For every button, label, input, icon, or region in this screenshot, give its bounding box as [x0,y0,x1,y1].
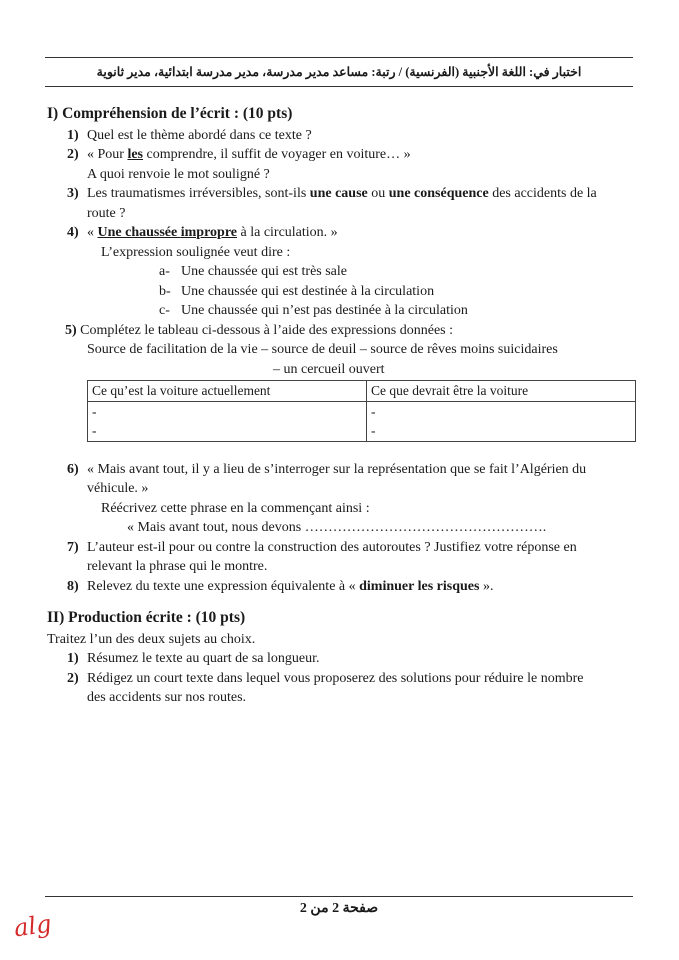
question-number: 3) [67,186,79,201]
quote-start: « [87,225,98,240]
option-text: Une chaussée qui n’est pas destinée à la circulation [181,303,468,318]
section-2-title: II) Production écrite : (10 pts) [47,609,246,626]
question-7-continuation: relevant la phrase qui le montre. [87,559,268,574]
underlined-word: les [127,147,144,162]
question-2-prompt: A quoi renvoie le mot souligné ? [87,166,270,182]
table-row [88,401,636,421]
table-header: Ce qu’est la voiture actuellement [88,381,367,402]
option-letter: a- [159,264,170,279]
option-letter: b- [159,283,171,299]
subject-2-continuation: des accidents sur nos routes. [87,690,247,705]
question-number: 1) [67,651,79,666]
quote-start: « Pour [87,147,128,162]
question-text: « Mais avant tout, il y a lieu de s’interroger sur la représentation que se fait l’Algérien du [87,461,587,477]
option-a [47,262,637,282]
option-b [47,282,637,302]
question-6-rewrite-line: « Mais avant tout, nous devons ……………………………………………. [127,520,547,535]
question-8 [47,577,637,597]
question-number: 1) [67,127,79,143]
question-6-continuation: véhicule. » [87,481,149,496]
underlined-word: impropre [180,225,237,240]
question-text: Les traumatismes irréversibles, sont-ils [87,186,310,201]
option-letter: c- [159,303,170,318]
question-6 [47,460,637,480]
table-header-row [88,381,636,402]
question-4-prompt: L’expression soulignée veut dire : [101,244,291,260]
option-text: Une chaussée qui est destinée à la circulation [181,283,435,299]
question-text: Résumez le texte au quart de sa longueur. [87,651,320,666]
subject-1 [47,649,637,669]
table-cell: - [88,421,367,441]
footer-rule [45,896,633,897]
question-text: L’auteur est-il pour ou contre la construction des autoroutes ? Justifiez votre réponse en [87,539,577,555]
question-text: des accidents de la [488,186,597,201]
question-number: 4) [67,225,79,240]
bold-phrase: Une chaussée [97,225,181,240]
table-cell: - [367,421,636,441]
question-number: 7) [67,539,79,555]
question-text: Relevez du texte une expression équivalente à « [87,578,360,594]
table-row [88,421,636,441]
question-text: ou [367,186,389,201]
question-5 [47,321,637,341]
exam-header-title: اختبار في: اللغة الأجنبية (الفرنسية) / رتبة: مساعد مدير مدرسة، مدير مدرسة ابتدائية، مدير ثانوية [96,65,582,79]
question-number: 8) [67,578,79,594]
section-2-intro: Traitez l’un des deux sujets au choix. [47,631,256,647]
section-1-title: I) Compréhension de l’écrit : (10 pts) [47,105,293,122]
option-text: Une chaussée qui est très sale [181,264,347,279]
table-header: Ce que devrait être la voiture [367,381,636,402]
page-number: صفحة 2 من 2 [299,901,379,916]
bold-term: une cause [309,186,368,201]
question-number: 6) [67,461,79,477]
answer-table [87,380,636,442]
question-2 [47,145,637,165]
table-cell: - [367,401,636,421]
bold-term: une conséquence [388,186,489,201]
question-3 [47,184,637,204]
question-number: 2) [67,670,79,686]
quote-end: à la circulation. » [237,225,338,240]
subject-2 [47,669,637,689]
question-4 [47,223,637,243]
header-bottom-rule [45,86,633,87]
expression-list-continued: – un cercueil ouvert [273,361,385,377]
quote-end: comprendre, il suffit de voyager en voiture… » [143,147,411,162]
header-top-rule [45,57,633,58]
expression-list: Source de facilitation de la vie – source de deuil – source de rêves moins suicidaires [87,342,558,357]
question-text: Rédigez un court texte dans lequel vous proposerez des solutions pour réduire le nombre [87,670,584,686]
question-1 [47,126,637,146]
question-number: 5) [65,322,77,338]
quote-end: ». [479,578,494,594]
question-6-prompt: Réécrivez cette phrase en la commençant ainsi : [101,500,370,516]
table-cell: - [88,401,367,421]
watermark-logo: alg [12,909,54,943]
exam-content [47,104,637,708]
question-text: Quel est le thème abordé dans ce texte ? [87,127,312,143]
question-text: Complétez le tableau ci-dessous à l’aide des expressions données : [80,322,454,338]
question-number: 2) [67,147,79,162]
option-c [47,301,637,321]
question-7 [47,538,637,558]
question-3-continuation: route ? [87,205,126,221]
bold-phrase: diminuer les risques [359,578,480,594]
